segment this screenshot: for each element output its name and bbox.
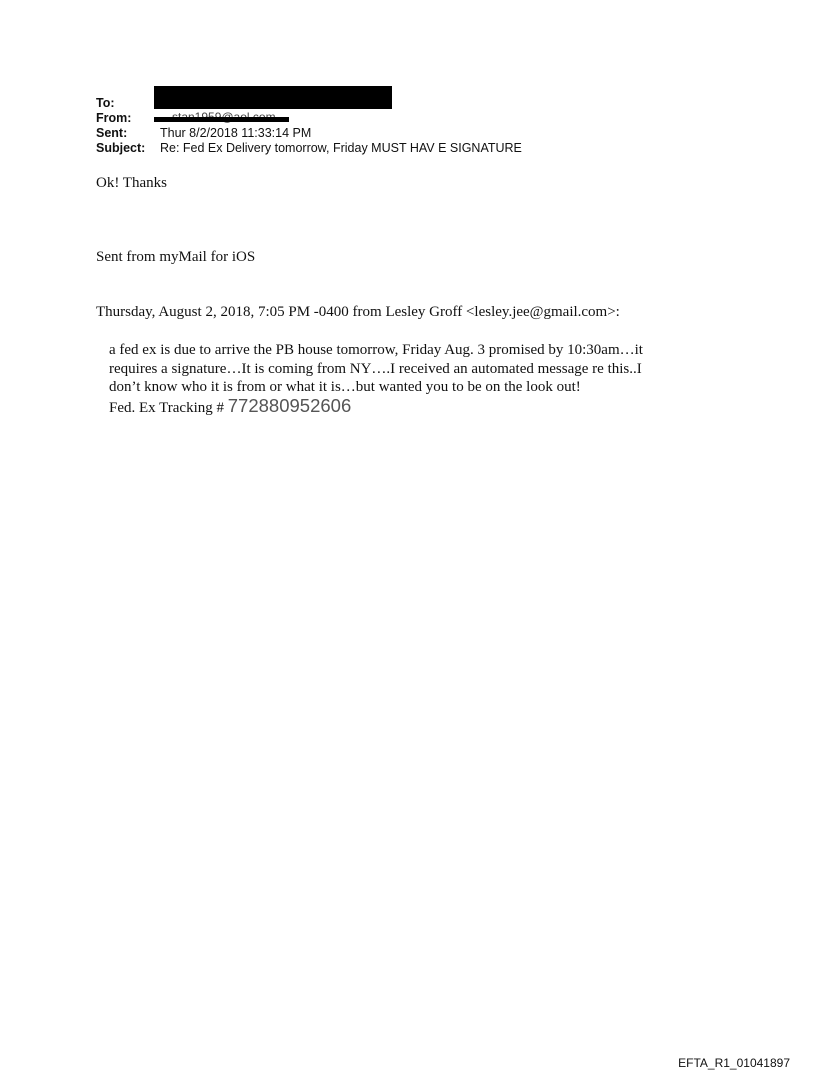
from-redaction-bar [154, 117, 289, 122]
quoted-line-1: a fed ex is due to arrive the PB house tomorrow, Friday Aug. 3 promised by 10:30am…it [109, 342, 643, 358]
sent-value: Thur 8/2/2018 11:33:14 PM [160, 126, 312, 140]
reply-body: Ok! Thanks [96, 175, 167, 191]
quoted-message [109, 341, 709, 417]
sent-label: Sent: [96, 126, 128, 140]
from-label: From: [96, 111, 132, 125]
tracking-line [109, 394, 709, 418]
bates-number: EFTA_R1_01041897 [678, 1056, 790, 1070]
subject-value: Re: Fed Ex Delivery tomorrow, Friday MUST HAV E SIGNATURE [160, 141, 522, 155]
quoted-line-2: requires a signature…It is coming from NY….I received an automated message re this..I [109, 360, 642, 377]
tracking-label: Fed. Ex Tracking # [109, 399, 228, 416]
signature-line: Sent from myMail for iOS [96, 249, 256, 265]
subject-label: Subject: [96, 141, 146, 155]
to-label: To: [96, 96, 115, 110]
tracking-number: 772880952606 [227, 394, 352, 416]
quote-attribution: Thursday, August 2, 2018, 7:05 PM -0400 from Lesley Groff <lesley.jee@gmail.com>: [96, 304, 620, 320]
quoted-line-3: don’t know who it is from or what it is…but wanted you to be on the look out! [109, 379, 581, 395]
to-redaction-bar [154, 86, 392, 109]
